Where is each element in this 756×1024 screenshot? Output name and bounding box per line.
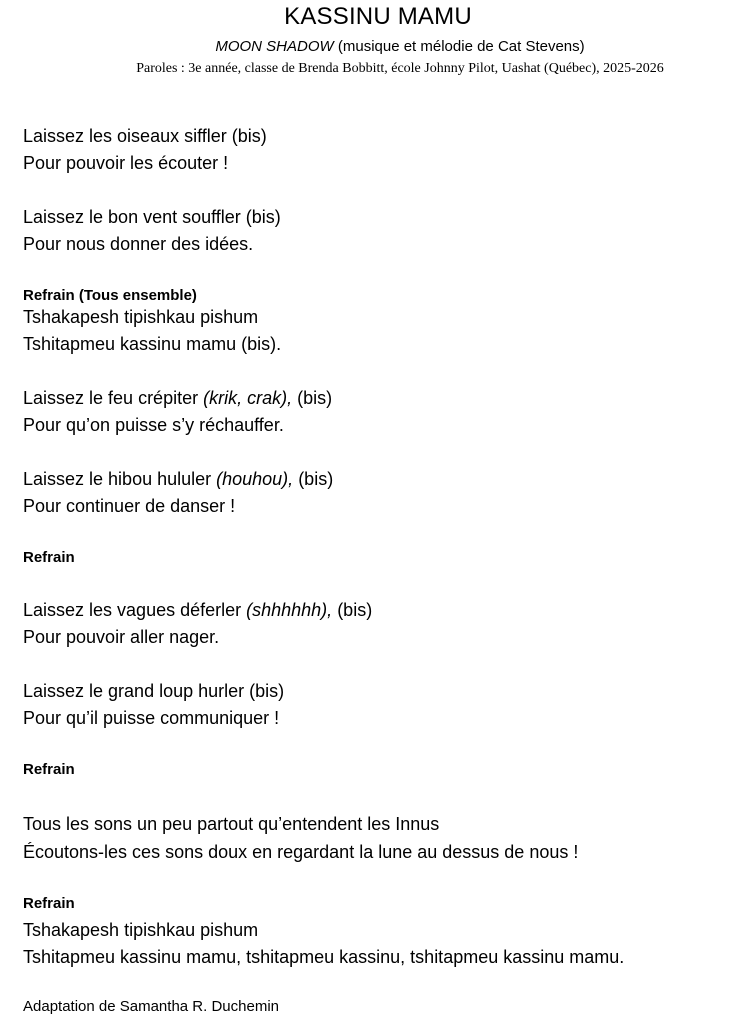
- refrain-label-full: Refrain (Tous ensemble): [23, 287, 197, 304]
- refrain-label-2: Refrain: [23, 549, 75, 566]
- verse-7-line-1: Tous les sons un peu partout qu’entendent les Innus: [23, 814, 440, 834]
- verse-5-line-2: Pour pouvoir aller nager.: [23, 627, 220, 647]
- song-title: KASSINU MAMU: [284, 3, 472, 30]
- verse-6-line-1: Laissez le grand loup hurler (bis): [23, 681, 285, 701]
- verse-4-text: Laissez le hibou hululer: [23, 469, 217, 489]
- refrain-label-4: Refrain: [23, 895, 75, 912]
- adaptation-credit: Adaptation de Samantha R. Duchemin: [23, 998, 279, 1015]
- verse-6-line-2: Pour qu’il puisse communiquer !: [23, 708, 280, 728]
- verse-3-bis: (bis): [292, 388, 333, 408]
- verse-4-line-2: Pour continuer de danser !: [23, 496, 236, 516]
- verse-3-line-1: [23, 386, 332, 410]
- verse-1-line-1: Laissez les oiseaux siffler (bis): [23, 126, 267, 146]
- refrain-2-line-1: Tshakapesh tipishkau pishum: [23, 920, 259, 940]
- verse-4-sound: (houhou),: [216, 469, 294, 489]
- verse-2-line-1: Laissez le bon vent souffler (bis): [23, 207, 281, 227]
- verse-5-sound: (shhhhhh),: [246, 600, 333, 620]
- subtitle-credit: (musique et mélodie de Cat Stevens): [333, 38, 585, 55]
- lyrics-credits: Paroles : 3e année, classe de Brenda Bobbitt, école Johnny Pilot, Uashat (Québec), 2025-2026: [136, 61, 664, 76]
- verse-4-line-1: [23, 467, 333, 491]
- verse-5-line-1: [23, 598, 372, 622]
- verse-5-bis: (bis): [332, 600, 373, 620]
- verse-3-sound: (krik, crak),: [203, 388, 293, 408]
- verse-7-line-2: Écoutons-les ces sons doux en regardant la lune au dessus de nous !: [23, 842, 579, 862]
- verse-3-text: Laissez le feu crépiter: [23, 388, 204, 408]
- verse-5-text: Laissez les vagues déferler: [23, 600, 247, 620]
- song-subtitle: [0, 37, 756, 57]
- verse-4-bis: (bis): [293, 469, 334, 489]
- refrain-label-3: Refrain: [23, 761, 75, 778]
- verse-2-line-2: Pour nous donner des idées.: [23, 234, 254, 254]
- verse-3-line-2: Pour qu’on puisse s’y réchauffer.: [23, 415, 284, 435]
- original-song-name: MOON SHADOW: [215, 38, 334, 55]
- refrain-2-line-2: Tshitapmeu kassinu mamu, tshitapmeu kassinu, tshitapmeu kassinu mamu.: [23, 947, 625, 967]
- refrain-1-line-2: Tshitapmeu kassinu mamu (bis).: [23, 334, 282, 354]
- refrain-1-line-1: Tshakapesh tipishkau pishum: [23, 307, 259, 327]
- verse-1-line-2: Pour pouvoir les écouter !: [23, 153, 229, 173]
